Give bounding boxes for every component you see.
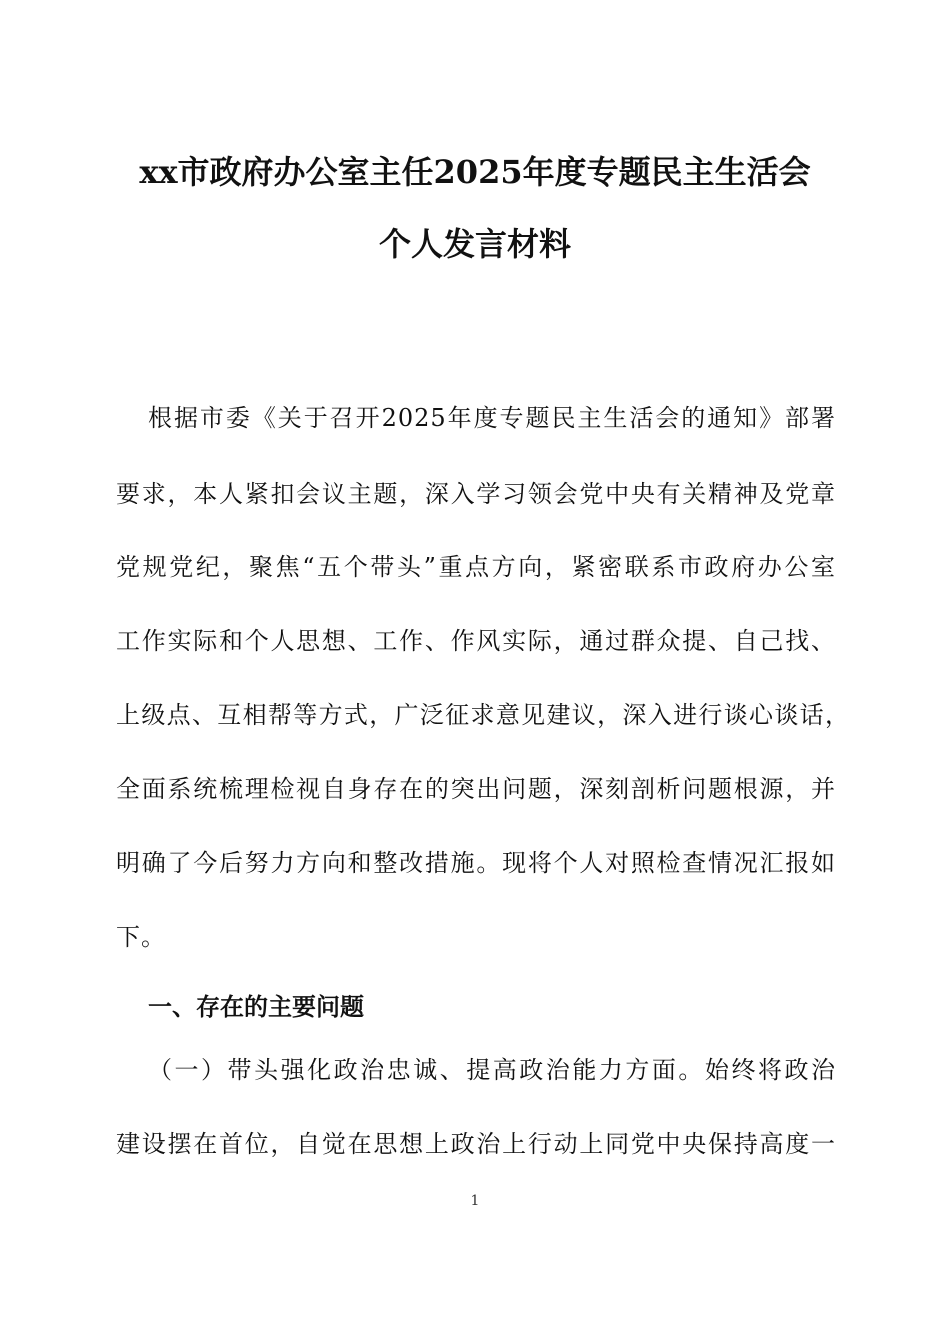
intro-line-8: 下。 xyxy=(116,923,166,951)
page-number: 1 xyxy=(470,1193,480,1209)
intro-line-3: 党规党纪，聚焦“五个带头”重点方向，紧密联系市政府办公室 xyxy=(116,553,836,581)
intro-line-4: 工作实际和个人思想、工作、作风实际，通过群众提、自己找、 xyxy=(116,627,836,655)
section-line-2: 建设摆在首位，自觉在思想上政治上行动上同党中央保持高度一 xyxy=(116,1130,836,1158)
section-line-1: （一）带头强化政治忠诚、提高政治能力方面。始终将政治 xyxy=(148,1056,836,1084)
document-title-line-1: xx市政府办公室主任2025年度专题民主生活会 xyxy=(139,153,811,191)
section-heading: 一、存在的主要问题 xyxy=(148,992,364,1021)
document-title-line-2: 个人发言材料 xyxy=(378,225,571,263)
intro-line-6: 全面系统梳理检视自身存在的突出问题，深刻剖析问题根源，并 xyxy=(116,775,836,803)
intro-line-1: 根据市委《关于召开2025年度专题民主生活会的通知》部署 xyxy=(148,404,836,432)
intro-line-2: 要求，本人紧扣会议主题，深入学习领会党中央有关精神及党章 xyxy=(116,480,836,508)
intro-line-7: 明确了今后努力方向和整改措施。现将个人对照检查情况汇报如 xyxy=(116,849,836,877)
intro-line-5: 上级点、互相帮等方式，广泛征求意见建议，深入进行谈心谈话， xyxy=(116,701,850,729)
